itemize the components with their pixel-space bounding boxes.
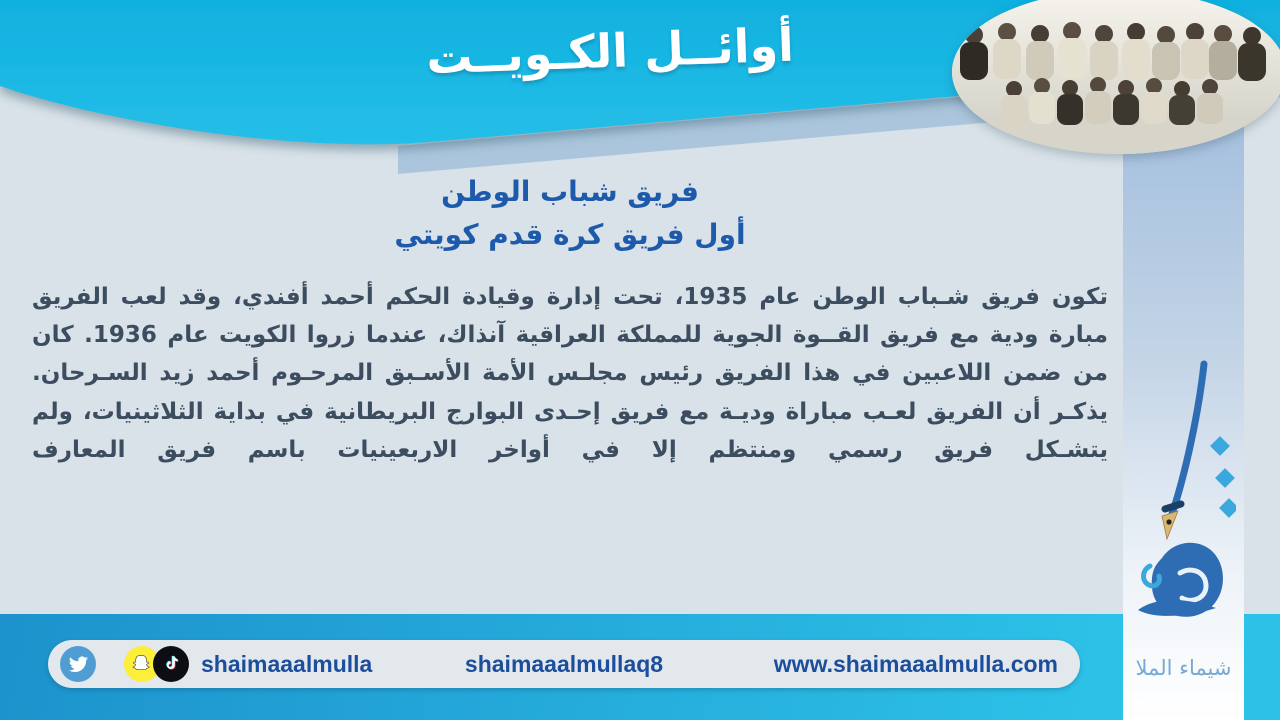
social-icons-group — [60, 646, 372, 682]
snapchat-handle[interactable]: shaimaaalmullaq8 — [464, 650, 664, 677]
brand-name: شيماء الملا — [1135, 656, 1232, 680]
tiktok-icon[interactable] — [153, 646, 189, 682]
footer-bar — [0, 614, 1280, 720]
page-title: أوائــل الكـويــت — [425, 17, 795, 85]
twitter-icon[interactable] — [60, 646, 96, 682]
heading-line2: أول فريق كرة قدم كويتي — [394, 218, 746, 252]
calligraphy-pen-logo-icon — [1132, 358, 1236, 628]
social-pill — [48, 640, 1080, 688]
social-handle[interactable]: shaimaaalmulla — [201, 650, 373, 677]
heading-line1: فريق شباب الوطن — [441, 175, 699, 208]
body-paragraph: تكون فريق شـباب الوطن عام 1935، تحت إدارة وقيادة الحكم أحمد أفندي، وقد لعب الفريق مبارة ودية مع فريق القــوة الجوية للمملكة العراقية آنذاك، عندما زروا الكويت عام 1936. كان من ضمن اللاعبين في هذا الفريق رئيس مجلـس الأمة الأسـبق المرحـوم أحمد زيد السـرحان. يذكـر أن الفريق لعـب مباراة وديـة مع فريق إحـدى البوارج البريطانية في بداية الثلاثينيات، ولم يتشـكل فريق رسمي ومنتظم إلا في أواخر الاربعينيات باسم فريق المعارف — [32, 284, 1108, 463]
website-url[interactable]: www.shaimaaalmulla.com — [773, 650, 1058, 677]
